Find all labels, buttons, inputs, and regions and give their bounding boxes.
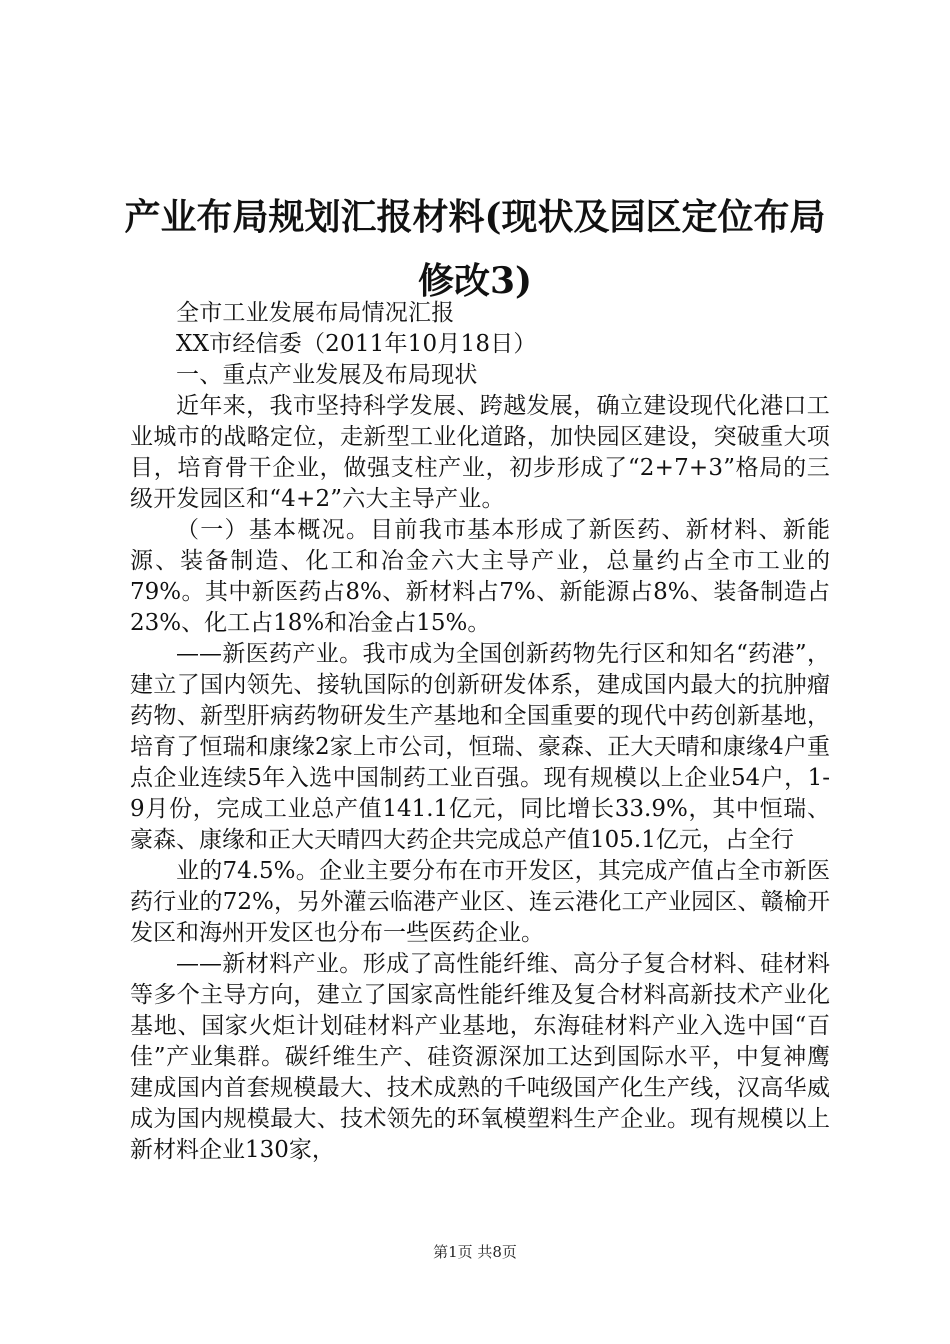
title-line-2: 修改3) xyxy=(417,260,533,302)
paragraph-overview: （一）基本概况。目前我市基本形成了新医药、新材料、新能源、装备制造、化工和冶金六大主导产业，总量约占全市工业的79%。其中新医药占8%、新材料占7%、新能源占8%、装备制造占23%、化工占18%和冶金占15%。 xyxy=(130,517,830,636)
report-issuer: XX市经信委（2011年10月18日） xyxy=(176,331,537,357)
document-title xyxy=(110,185,840,313)
report-heading: 全市工业发展布局情况汇报 xyxy=(176,300,455,326)
paragraph-intro: 近年来，我市坚持科学发展、跨越发展，确立建设现代化港口工业城市的战略定位，走新型工业化道路，加快园区建设，突破重大项目，培育骨干企业，做强支柱产业，初步形成了“2+7+3”格局的三级开发园区和“4+2”六大主导产业。 xyxy=(130,393,830,512)
paragraph-new-medicine: ——新医药产业。我市成为全国创新药物先行区和知名“药港”，建立了国内领先、接轨国际的创新研发体系，建成国内最大的抗肿瘤药物、新型肝病药物研发生产基地和全国重要的现代中药创新基地，培育了恒瑞和康缘2家上市公司，恒瑞、豪森、正大天晴和康缘4户重点企业连续5年入选中国制药工业百强。现有规模以上企业54户，1-9月份，完成工业总产值141.1亿元，同比增长33.9%，其中恒瑞、豪森、康缘和正大天晴四大药企共完成总产值105.1亿元，占全行 xyxy=(130,641,830,853)
title-line-1: 产业布局规划汇报材料(现状及园区定位布局 xyxy=(124,196,826,238)
paragraph-new-materials: ——新材料产业。形成了高性能纤维、高分子复合材料、硅材料等多个主导方向，建立了国家高性能纤维及复合材料高新技术产业化基地、国家火炬计划硅材料产业基地，东海硅材料产业入选中国“百佳”产业集群。碳纤维生产、硅资源深加工达到国际水平，中复神鹰建成国内首套规模最大、技术成熟的千吨级国产化生产线，汉高华威成为国内规模最大、技术领先的环氧模塑料生产企业。现有规模以上新材料企业130家， xyxy=(130,951,830,1163)
document-body xyxy=(130,298,830,1166)
section-heading: 一、重点产业发展及布局现状 xyxy=(176,362,478,388)
page-number-footer: 第1页 共8页 xyxy=(433,1243,517,1261)
paragraph-medicine-distribution: 业的74.5%。企业主要分布在市开发区，其完成产值占全市新医药行业的72%，另外灌云临港产业区、连云港化工产业园区、赣榆开发区和海州开发区也分布一些医药企业。 xyxy=(130,858,830,946)
